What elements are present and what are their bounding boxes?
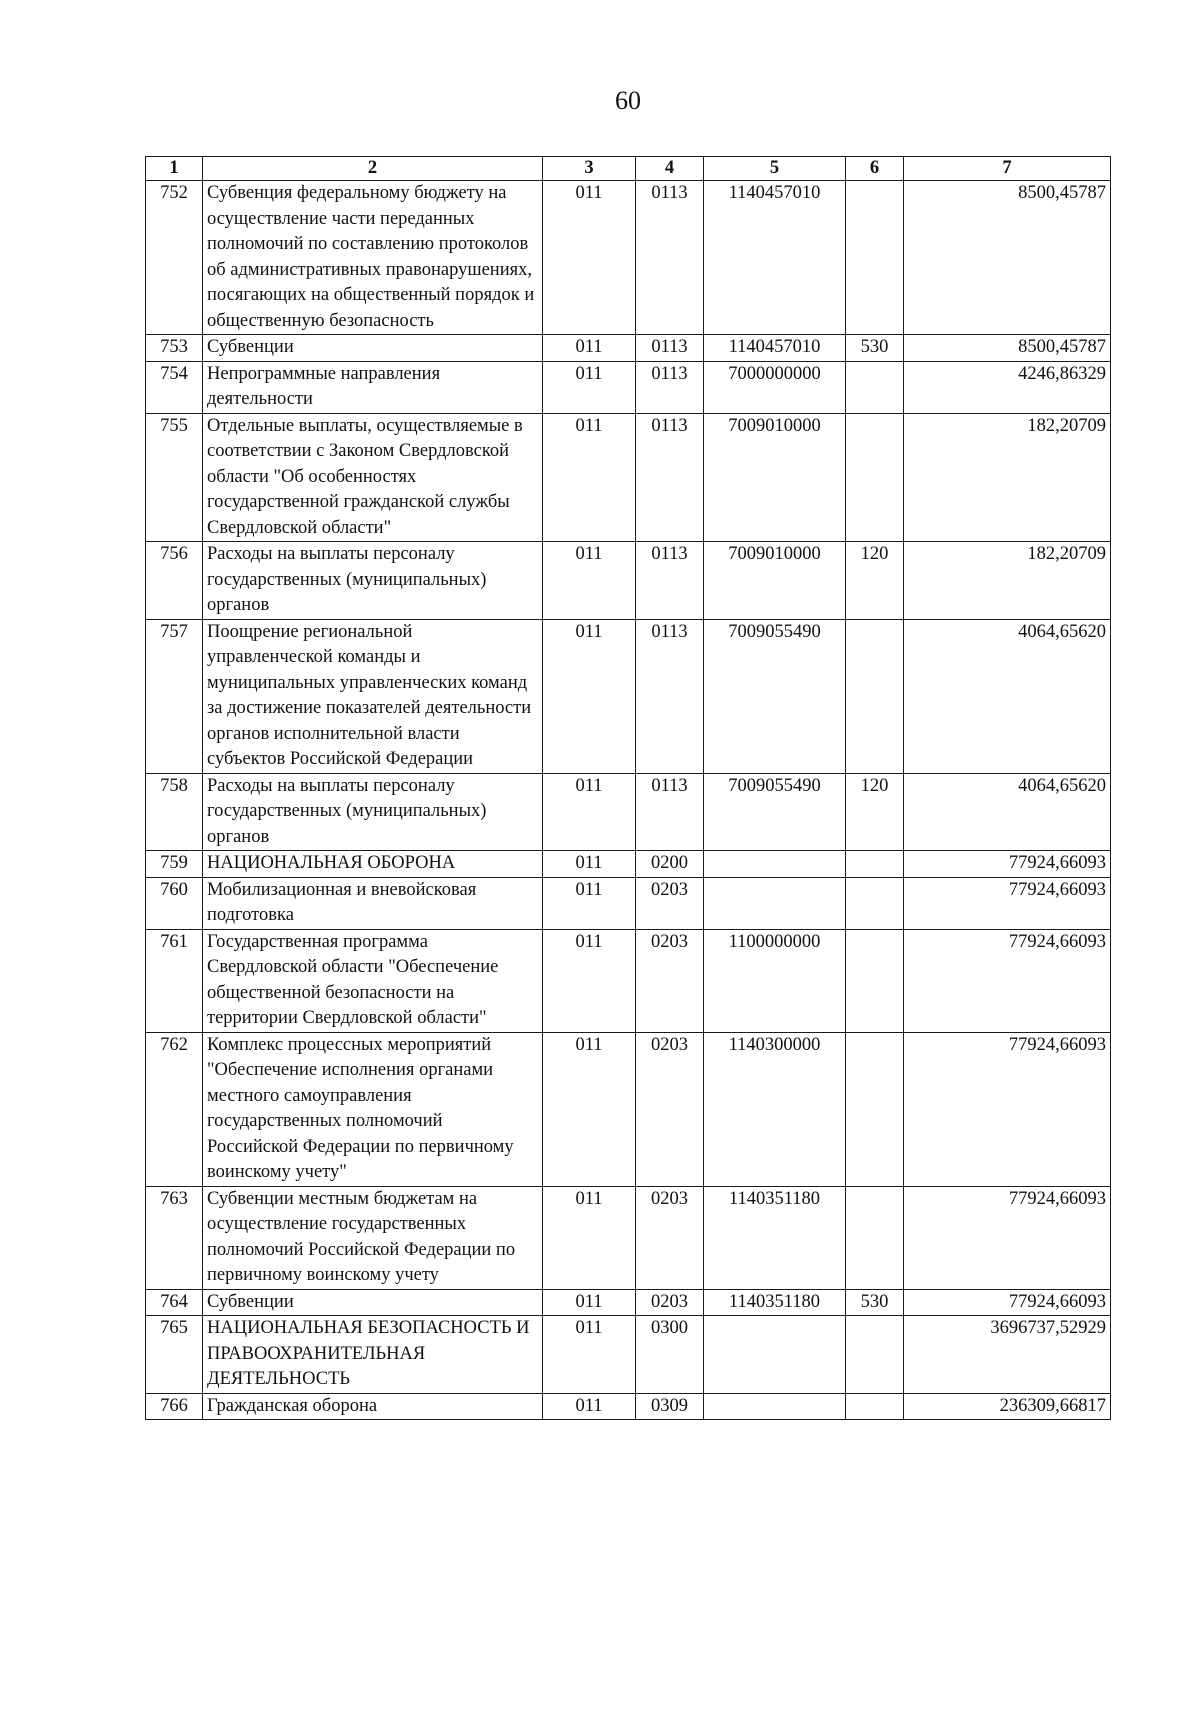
table-row [146, 1316, 1111, 1394]
row-number: 765 [146, 1316, 203, 1394]
row-number: 766 [146, 1393, 203, 1420]
row-code-4: 0203 [636, 1032, 704, 1186]
header-cell: 4 [636, 157, 704, 181]
row-name: Субвенция федеральному бюджету на осуществление части переданных полномочий по составлению протоколов об административных правонарушениях, посягающих на общественный порядок и общественную безопасность [203, 181, 543, 335]
row-amount: 77924,66093 [904, 929, 1111, 1032]
row-code-5: 7009010000 [704, 542, 846, 620]
row-amount: 8500,45787 [904, 335, 1111, 362]
row-amount: 4246,86329 [904, 361, 1111, 413]
row-code-3: 011 [543, 1289, 636, 1316]
row-code-5: 1140351180 [704, 1289, 846, 1316]
row-code-5: 7000000000 [704, 361, 846, 413]
row-code-5: 1100000000 [704, 929, 846, 1032]
row-code-3: 011 [543, 877, 636, 929]
row-name: НАЦИОНАЛЬНАЯ ОБОРОНА [203, 851, 543, 878]
row-number: 760 [146, 877, 203, 929]
row-code-4: 0113 [636, 413, 704, 542]
row-code-5 [704, 1316, 846, 1394]
row-code-6 [846, 181, 904, 335]
table-row [146, 773, 1111, 851]
header-cell: 7 [904, 157, 1111, 181]
row-amount: 3696737,52929 [904, 1316, 1111, 1394]
row-code-6 [846, 929, 904, 1032]
header-row [146, 157, 1111, 181]
row-code-4: 0203 [636, 1289, 704, 1316]
row-code-6: 120 [846, 542, 904, 620]
row-code-3: 011 [543, 1316, 636, 1394]
row-code-4: 0309 [636, 1393, 704, 1420]
row-code-5 [704, 851, 846, 878]
row-code-5: 1140457010 [704, 181, 846, 335]
row-code-5 [704, 877, 846, 929]
row-name: Субвенции [203, 1289, 543, 1316]
table-row [146, 1289, 1111, 1316]
row-amount: 77924,66093 [904, 877, 1111, 929]
row-number: 753 [146, 335, 203, 362]
row-code-3: 011 [543, 1032, 636, 1186]
row-code-6 [846, 619, 904, 773]
row-name: Расходы на выплаты персоналу государственных (муниципальных) органов [203, 542, 543, 620]
table-row [146, 851, 1111, 878]
table-row [146, 929, 1111, 1032]
row-code-3: 011 [543, 1393, 636, 1420]
row-name: Субвенции местным бюджетам на осуществление государственных полномочий Российской Федерации по первичному воинскому учету [203, 1186, 543, 1289]
row-code-4: 0203 [636, 929, 704, 1032]
header-cell: 2 [203, 157, 543, 181]
row-code-6: 530 [846, 335, 904, 362]
row-code-6 [846, 1186, 904, 1289]
row-amount: 236309,66817 [904, 1393, 1111, 1420]
row-name: НАЦИОНАЛЬНАЯ БЕЗОПАСНОСТЬ И ПРАВООХРАНИТЕЛЬНАЯ ДЕЯТЕЛЬНОСТЬ [203, 1316, 543, 1394]
row-code-3: 011 [543, 619, 636, 773]
row-number: 757 [146, 619, 203, 773]
row-code-3: 011 [543, 542, 636, 620]
row-code-4: 0200 [636, 851, 704, 878]
table-row [146, 361, 1111, 413]
row-number: 758 [146, 773, 203, 851]
row-code-6: 120 [846, 773, 904, 851]
row-amount: 77924,66093 [904, 1289, 1111, 1316]
header-cell: 6 [846, 157, 904, 181]
row-code-4: 0203 [636, 1186, 704, 1289]
row-code-4: 0113 [636, 361, 704, 413]
row-code-6 [846, 877, 904, 929]
page-number: 60 [615, 86, 641, 115]
row-code-5: 1140300000 [704, 1032, 846, 1186]
table-row [146, 181, 1111, 335]
table-row [146, 1032, 1111, 1186]
row-amount: 4064,65620 [904, 619, 1111, 773]
header-cell: 1 [146, 157, 203, 181]
row-name: Мобилизационная и вневойсковая подготовка [203, 877, 543, 929]
table-row [146, 1393, 1111, 1420]
row-number: 754 [146, 361, 203, 413]
row-code-5: 1140351180 [704, 1186, 846, 1289]
row-number: 759 [146, 851, 203, 878]
row-code-5: 7009055490 [704, 773, 846, 851]
row-number: 752 [146, 181, 203, 335]
row-number: 762 [146, 1032, 203, 1186]
row-name: Субвенции [203, 335, 543, 362]
row-amount: 77924,66093 [904, 851, 1111, 878]
row-number: 763 [146, 1186, 203, 1289]
row-number: 756 [146, 542, 203, 620]
table-row [146, 877, 1111, 929]
row-code-6 [846, 413, 904, 542]
row-number: 761 [146, 929, 203, 1032]
row-number: 764 [146, 1289, 203, 1316]
row-code-3: 011 [543, 1186, 636, 1289]
row-code-5 [704, 1393, 846, 1420]
row-code-6 [846, 361, 904, 413]
row-code-6 [846, 1393, 904, 1420]
row-amount: 8500,45787 [904, 181, 1111, 335]
row-code-4: 0113 [636, 542, 704, 620]
row-name: Поощрение региональной управленческой команды и муниципальных управленческих команд за достижение показателей деятельности органов исполнительной власти субъектов Российской Федерации [203, 619, 543, 773]
row-name: Непрограммные направления деятельности [203, 361, 543, 413]
table-row [146, 1186, 1111, 1289]
row-code-6 [846, 851, 904, 878]
row-code-3: 011 [543, 929, 636, 1032]
row-code-4: 0113 [636, 619, 704, 773]
row-code-4: 0113 [636, 181, 704, 335]
row-code-3: 011 [543, 413, 636, 542]
row-amount: 77924,66093 [904, 1186, 1111, 1289]
table-row [146, 335, 1111, 362]
table-row [146, 619, 1111, 773]
budget-table [145, 156, 1111, 1420]
row-code-3: 011 [543, 335, 636, 362]
row-code-4: 0113 [636, 773, 704, 851]
table-row [146, 542, 1111, 620]
row-name: Расходы на выплаты персоналу государственных (муниципальных) органов [203, 773, 543, 851]
row-code-6 [846, 1316, 904, 1394]
row-code-6 [846, 1032, 904, 1186]
row-code-3: 011 [543, 361, 636, 413]
row-amount: 77924,66093 [904, 1032, 1111, 1186]
row-code-5: 1140457010 [704, 335, 846, 362]
row-code-3: 011 [543, 851, 636, 878]
row-code-4: 0113 [636, 335, 704, 362]
row-name: Гражданская оборона [203, 1393, 543, 1420]
row-code-4: 0300 [636, 1316, 704, 1394]
row-code-6: 530 [846, 1289, 904, 1316]
row-code-3: 011 [543, 773, 636, 851]
row-code-5: 7009055490 [704, 619, 846, 773]
header-cell: 5 [704, 157, 846, 181]
row-name: Комплекс процессных мероприятий "Обеспечение исполнения органами местного самоуправления государственных полномочий Российской Федерации по первичному воинскому учету" [203, 1032, 543, 1186]
row-code-3: 011 [543, 181, 636, 335]
header-cell: 3 [543, 157, 636, 181]
table-row [146, 413, 1111, 542]
row-number: 755 [146, 413, 203, 542]
row-code-4: 0203 [636, 877, 704, 929]
row-amount: 182,20709 [904, 542, 1111, 620]
row-amount: 4064,65620 [904, 773, 1111, 851]
row-amount: 182,20709 [904, 413, 1111, 542]
row-name: Государственная программа Свердловской области "Обеспечение общественной безопасности на территории Свердловской области" [203, 929, 543, 1032]
row-name: Отдельные выплаты, осуществляемые в соответствии с Законом Свердловской области "Об особенностях государственной гражданской службы Свердловской области" [203, 413, 543, 542]
row-code-5: 7009010000 [704, 413, 846, 542]
